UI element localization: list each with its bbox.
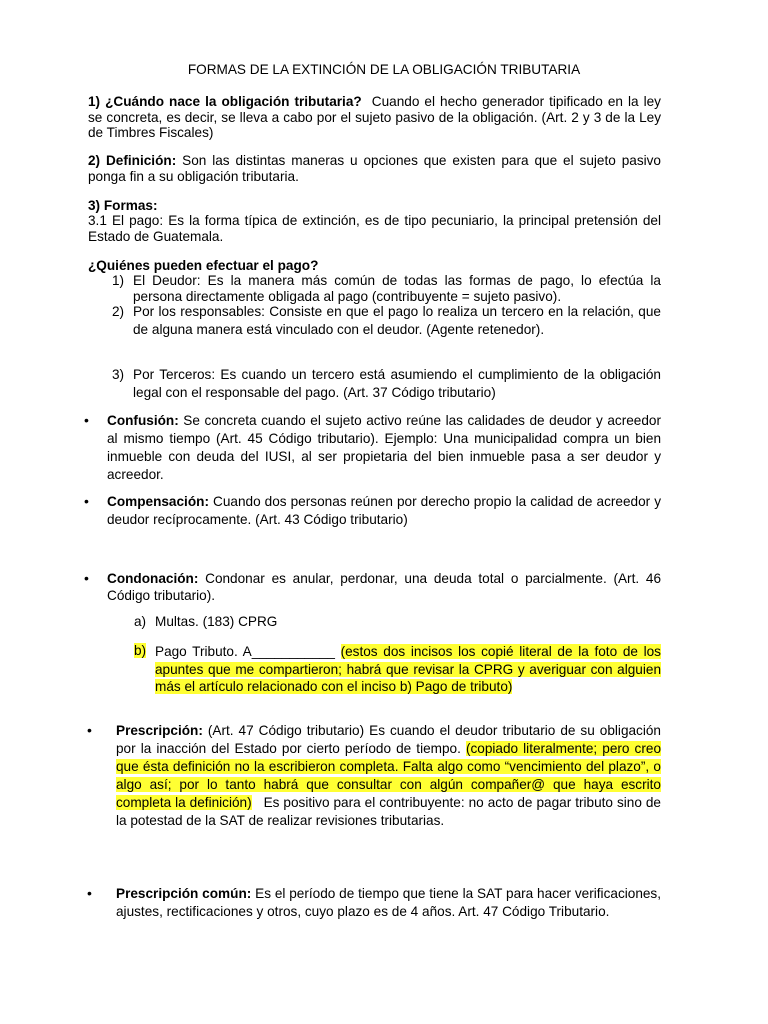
common-prescription-label: Prescripción común:: [116, 886, 252, 901]
condonation-item-b: [134, 643, 661, 696]
condonation-item-a: [134, 614, 661, 630]
section-2: [88, 153, 661, 184]
section-1-heading: 1) ¿Cuándo nace la obligación tributaria?: [88, 94, 362, 109]
section-2-text: Son las distintas maneras u opciones que existen para que el sujeto pasivo ponga fin a su obligación tributaria.: [88, 153, 661, 184]
section-1-text: Cuando el hecho generador tipificado en la ley se concreta, es decir, se lleva a cabo por el sujeto pasivo de la obligación. (Art. 2 y 3 de la Ley de Timbres Fiscales): [88, 94, 661, 141]
compensation-text: Cuando dos personas reúnen por derecho propio la calidad de acreedor y deudor recíprocamente. (Art. 43 Código tributario): [107, 494, 661, 527]
prescription-item: [116, 722, 661, 830]
condonation-item-b-body: [155, 643, 661, 696]
condonation-text: Condonar es anular, perdonar, una deuda total o parcialmente. (Art. 46 Código tributario).: [107, 571, 662, 603]
section-2-heading: 2) Definición:: [88, 153, 177, 168]
prescription-text-2: Es positivo para el contribuyente: no acto de pagar tributo sino de la potestad de la SAT de realizar revisiones tributarias.: [116, 795, 661, 828]
payment-item-3: [112, 366, 661, 401]
condonation-item-a-number: a): [134, 614, 147, 629]
payment-item-1: [112, 273, 661, 304]
payment-item-1-text: El Deudor: Es la manera más común de todas las formas de pago, lo efectúa la persona directamente obligada al pago (contribuyente = sujeto pasivo).: [133, 273, 661, 304]
payment-item-3-text: Por Terceros: Es cuando un tercero está asumiendo el cumplimiento de la obligación legal con el responsable del pago. (Art. 37 Código tributario): [133, 367, 661, 400]
payment-heading: [88, 258, 661, 274]
condonation-item-b-number-wrap: [134, 643, 155, 696]
payment-item-2-text: Por los responsables: Consiste en que el pago lo realiza un tercero en la relación, que de alguna manera está vinculado con el deudor. (Agente retenedor).: [133, 304, 661, 337]
bullet-icon: •: [84, 570, 89, 586]
payment-heading-text: ¿Quiénes pueden efectuar el pago?: [88, 258, 319, 273]
payment-item-2-number: 2): [112, 304, 125, 319]
payment-item-1-number: 1): [112, 273, 125, 288]
prescription-note: (copiado literalmente; pero creo que ésta definición no la escribieron completa. Falta algo como “vencimiento del plazo”, o algo así; por lo tanto habrá que consultar con algún compañer@ que haya escrito completa la definición): [116, 741, 661, 810]
bullet-icon: •: [84, 493, 89, 509]
section-1: [88, 94, 661, 141]
prescription-text-1: (Art. 47 Código tributario) Es cuando el deudor tributario de su obligación por la inacción del Estado por cierto período de tiempo.: [116, 723, 661, 756]
condonation-item-b-number: b): [134, 643, 147, 658]
common-prescription-text: Es el período de tiempo que tiene la SAT para hacer verificaciones, ajustes, rectificaciones y otros, cuyo plazo es de 4 años. Art. 47 Código Tributario.: [116, 886, 662, 919]
payment-item-2: [112, 303, 661, 338]
section-3-heading: 3) Formas:: [88, 198, 158, 213]
common-prescription-item: [116, 885, 661, 921]
bullet-icon: •: [87, 885, 92, 901]
confusion-text: Se concreta cuando el sujeto activo reúne las calidades de deudor y acreedor al mismo tiempo (Art. 45 Código tributario). Ejemplo: Una municipalidad compra un bien inmueble con deuda del IUSI, al ser propietaria del bien inmueble pasa a ser deudor y acreedor.: [107, 413, 661, 482]
document-title: FORMAS DE LA EXTINCIÓN DE LA OBLIGACIÓN TRIBUTARIA: [187, 62, 581, 77]
section-3: [88, 198, 661, 214]
condonation-item-a-text: Multas. (183) CPRG: [155, 614, 278, 629]
prescription-label: Prescripción:: [116, 723, 203, 738]
confusion-item: [107, 412, 661, 484]
condonation-item: [107, 570, 661, 604]
condonation-item-b-text: Pago Tributo. A___________: [155, 644, 335, 659]
payment-item-3-number: 3): [112, 367, 125, 382]
compensation-label: Compensación:: [107, 494, 209, 509]
compensation-item: [107, 493, 661, 529]
bullet-icon: •: [87, 722, 92, 738]
confusion-label: Confusión:: [107, 413, 179, 428]
bullet-icon: •: [84, 412, 89, 428]
condonation-label: Condonación:: [107, 571, 199, 586]
condonation-item-b-note: (estos dos incisos los copié literal de la foto de los apuntes que me compartieron; habrá que revisar la CPRG y averiguar con alguien más el artículo relacionado con el inciso b) Pago de tributo): [155, 644, 661, 694]
section-3-text: 3.1 El pago: Es la forma típica de extinción, es de tipo pecuniario, la principal pretensión del Estado de Guatemala.: [88, 213, 661, 244]
